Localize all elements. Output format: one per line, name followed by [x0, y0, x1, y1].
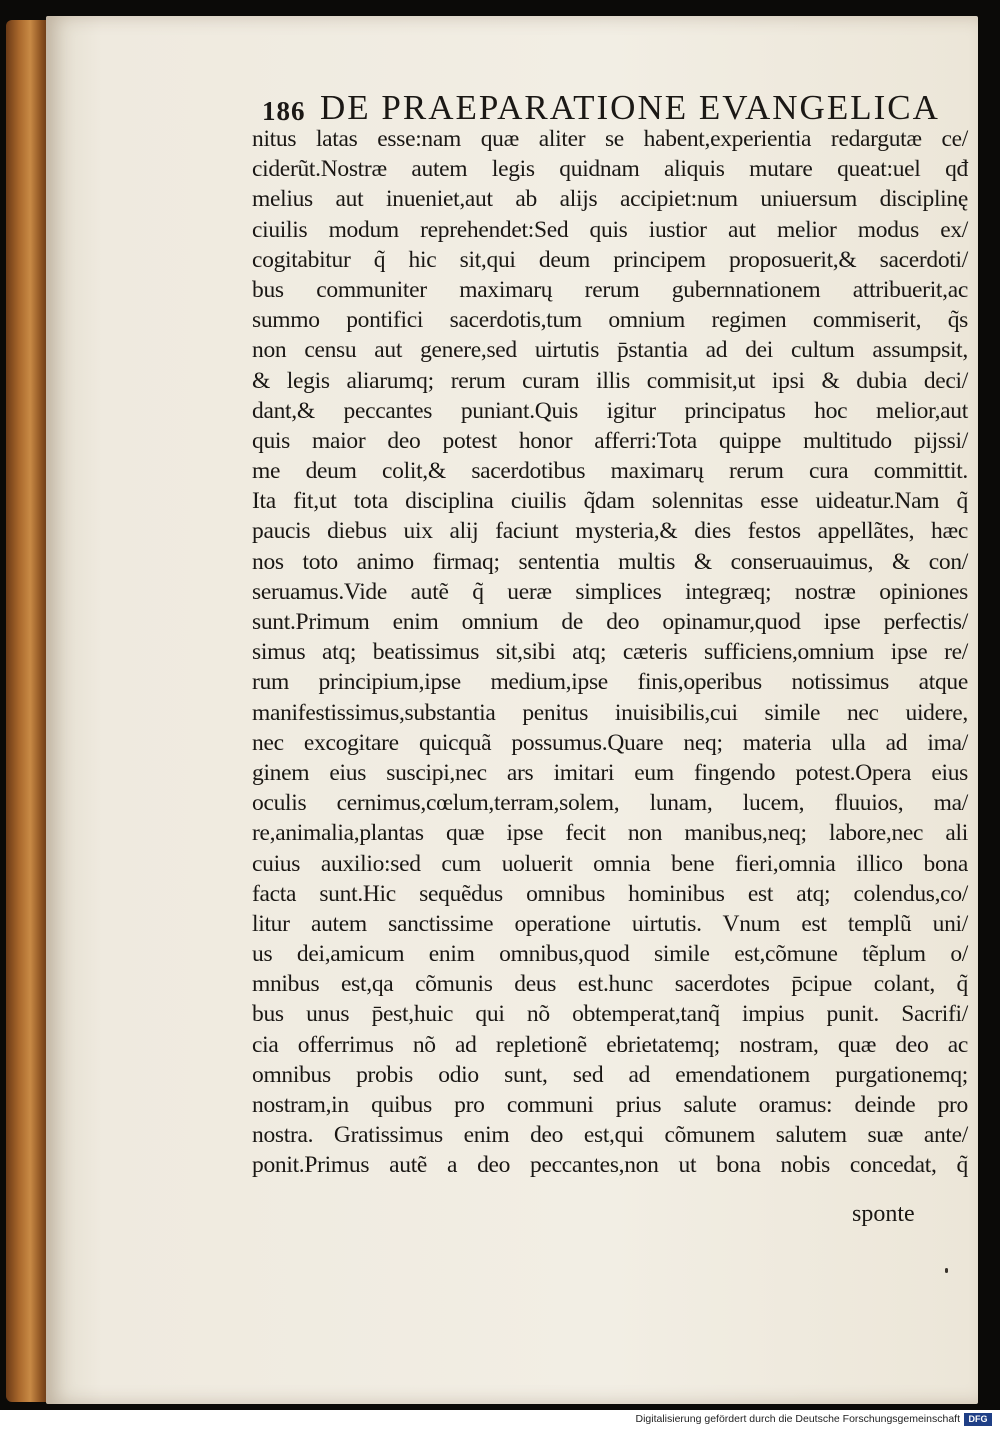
- text-line: simus atq; beatissimus sit,sibi atq; cæteris sufficiens,omnium ipse re/: [252, 639, 968, 666]
- text-line: manifestissimus,substantia penitus inuisibilis,cui simile nec uidere,: [252, 699, 968, 726]
- text-line: facta sunt.Hic sequẽdus omnibus hominibus est atq; colendus,co/: [252, 880, 968, 907]
- text-line: Ita fit,ut tota disciplina ciuilis q̃dam solennitas esse uideatur.Nam q̃: [252, 488, 968, 515]
- text-line: ginem eius suscipi,nec ars imitari eum fingendo potest.Opera eius: [252, 759, 968, 786]
- text-line: summo pontifici sacerdotis,tum omnium regimen commiserit, q̃s: [252, 307, 968, 334]
- text-line: nos toto animo firmaq; sententia multis & conseruauimus, & con/: [252, 548, 968, 575]
- footer-bar: [0, 1410, 1000, 1430]
- text-line: dant,& peccantes puniant.Quis igitur principatus hoc melior,aut: [252, 397, 968, 424]
- ink-dot: [945, 1268, 948, 1273]
- text-line: paucis diebus uix alij faciunt mysteria,& dies festos appellãtes, hæc: [252, 518, 968, 545]
- book-page-edges: [6, 20, 50, 1402]
- text-line: nitus latas esse:nam quæ aliter se habent,experientia redargutæ ce/: [252, 126, 968, 152]
- text-line: re,animalia,plantas quæ ipse fecit non manibus,neq; labore,nec ali: [252, 820, 968, 847]
- text-line: sunt.Primum enim omnium de deo opinamur,quod ipse perfectis/: [252, 609, 968, 635]
- catchword: sponte: [852, 1201, 915, 1227]
- dfg-logo-icon: DFG: [964, 1413, 992, 1426]
- text-line: litur autem sanctissime operatione uirtutis. Vnum est templũ uni/: [252, 910, 968, 937]
- text-line: rum principium,ipse medium,ipse finis,operibus notissimus atque: [252, 669, 968, 696]
- body-text: [252, 124, 968, 1181]
- text-line: seruamus.Vide autẽ q̃ ueræ simplices integræq; nostræ opiniones: [252, 578, 968, 605]
- text-line: mnibus est,qa cõmunis deus est.hunc sacerdotes p̄cipue colant, q̃: [252, 971, 968, 998]
- text-line: us dei,amicum enim omnibus,quod simile est,cõmune tẽplum o/: [252, 941, 968, 968]
- text-line: & legis aliarumq; rerum curam illis commisit,ut ipsi & dubia deci/: [252, 367, 968, 394]
- text-line: bus unus p̄est,huic qui nõ obtemperat,tanq̃ impius punit. Sacrifi/: [252, 1001, 968, 1028]
- text-line: ciuilis modum reprehendet:Sed quis iustior aut melior modus ex/: [252, 216, 968, 243]
- text-line: me deum colit,& sacerdotibus maximarų rerum cura committit.: [252, 458, 968, 485]
- text-line: cuius auxilio:sed cum uoluerit omnia bene fieri,omnia illico bona: [252, 850, 968, 877]
- page-number: 186: [262, 96, 306, 126]
- text-line: ciderũt.Nostræ autem legis quidnam aliquis mutare queat:uel qđ: [252, 156, 968, 183]
- text-line: bus communiter maximarų rerum gubernnationem attribuerit,ac: [252, 276, 968, 303]
- text-line: melius aut inueniet,aut ab alijs accipiet:num uniuersum disciplinę: [252, 186, 968, 213]
- text-line: nec excogitare quicquã possumus.Quare neq; materia ulla ad ima/: [252, 729, 968, 756]
- running-title: DE PRAEPARATIONE EVANGELICA: [320, 88, 940, 127]
- text-line: ponit.Primus autẽ a deo peccantes,non ut bona nobis concedat, q̃: [252, 1152, 968, 1179]
- text-line: quis maior deo potest honor afferri:Tota quippe multitudo pijssi/: [252, 427, 968, 454]
- text-line: cogitabitur q̃ hic sit,qui deum principem proposuerit,& sacerdoti/: [252, 246, 968, 273]
- text-line: oculis cernimus,cœlum,terram,solem, lunam, lucem, fluuios, ma/: [252, 790, 968, 817]
- text-line: cia offerrimus nõ ad repletionẽ ebrietatemq; nostram, quæ deo ac: [252, 1031, 968, 1058]
- text-line: nostram,in quibus pro communi prius salute oramus: deinde pro: [252, 1092, 968, 1118]
- text-line: omnibus probis odio sunt, sed ad emendationem purgationemq;: [252, 1061, 968, 1088]
- text-line: nostra. Gratissimus enim deo est,qui cõmunem salutem suæ ante/: [252, 1122, 968, 1149]
- text-line: non censu aut genere,sed uirtutis p̄stantia ad dei cultum assumpsit,: [252, 337, 968, 364]
- funding-credit: Digitalisierung gefördert durch die Deutsche Forschungsgemeinschaft: [635, 1413, 960, 1425]
